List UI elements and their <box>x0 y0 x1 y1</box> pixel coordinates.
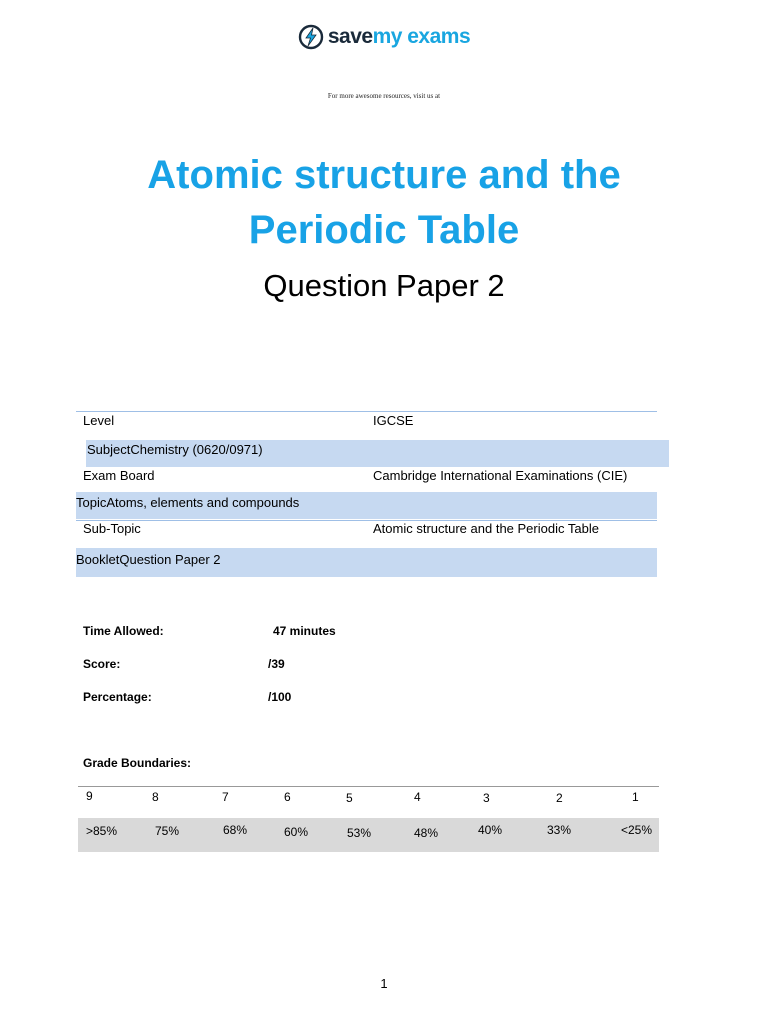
grade-boundary-value: 75% <box>155 824 180 838</box>
subtopic-label: Sub-Topic <box>83 521 141 536</box>
grade-3: 3 <box>483 791 490 805</box>
grade-boundary-value: 40% <box>478 823 503 837</box>
title-line-2: Periodic Table <box>248 208 520 252</box>
grade-2: 2 <box>556 791 563 805</box>
time-allowed-value: 47 minutes <box>273 624 336 638</box>
grade-1: 1 <box>632 790 639 804</box>
time-allowed-label: Time Allowed: <box>83 624 164 638</box>
grade-boundary-value: 48% <box>414 826 439 840</box>
grade-boundary-value: <25% <box>621 823 653 837</box>
grade-table-rule <box>78 786 659 787</box>
promo-text: For more awesome resources, visit us at <box>327 92 441 100</box>
exam-board-label: Exam Board <box>83 468 155 483</box>
booklet-text: BookletQuestion Paper 2 <box>76 552 221 567</box>
title-line-1: Atomic structure and the <box>147 153 621 197</box>
grade-boundary-value: 68% <box>223 823 248 837</box>
grade-4: 4 <box>414 790 421 804</box>
subtopic-value: Atomic structure and the Periodic Table <box>373 521 599 536</box>
brand-logo <box>0 24 768 50</box>
level-value: IGCSE <box>373 413 414 428</box>
subject-text: SubjectChemistry (0620/0971) <box>87 442 263 457</box>
document-subtitle: Question Paper 2 <box>263 268 505 303</box>
grade-boundary-value: >85% <box>86 824 118 838</box>
grade-5: 5 <box>346 791 353 805</box>
brand-text-save: save <box>327 25 373 48</box>
brand-text-myexams: my exams <box>372 25 471 48</box>
grade-6: 6 <box>284 790 291 804</box>
score-value: /39 <box>268 657 285 671</box>
grade-boundary-value: 33% <box>547 823 572 837</box>
lightning-bolt-icon <box>298 24 324 50</box>
grade-8: 8 <box>152 790 159 804</box>
level-label: Level <box>83 413 115 428</box>
grade-9: 9 <box>86 789 93 803</box>
grade-boundary-value: 53% <box>347 826 372 840</box>
percentage-value: /100 <box>268 690 292 704</box>
table-rule <box>76 411 657 412</box>
exam-board-value: Cambridge International Examinations (CIE) <box>373 468 628 483</box>
page-number: 1 <box>380 976 388 991</box>
document-title <box>84 148 684 258</box>
grade-boundaries-heading: Grade Boundaries: <box>83 756 192 770</box>
grade-boundary-value: 60% <box>284 825 309 839</box>
grade-7: 7 <box>222 790 229 804</box>
topic-text: TopicAtoms, elements and compounds <box>76 495 300 510</box>
score-label: Score: <box>83 657 121 671</box>
percentage-label: Percentage: <box>83 690 152 704</box>
